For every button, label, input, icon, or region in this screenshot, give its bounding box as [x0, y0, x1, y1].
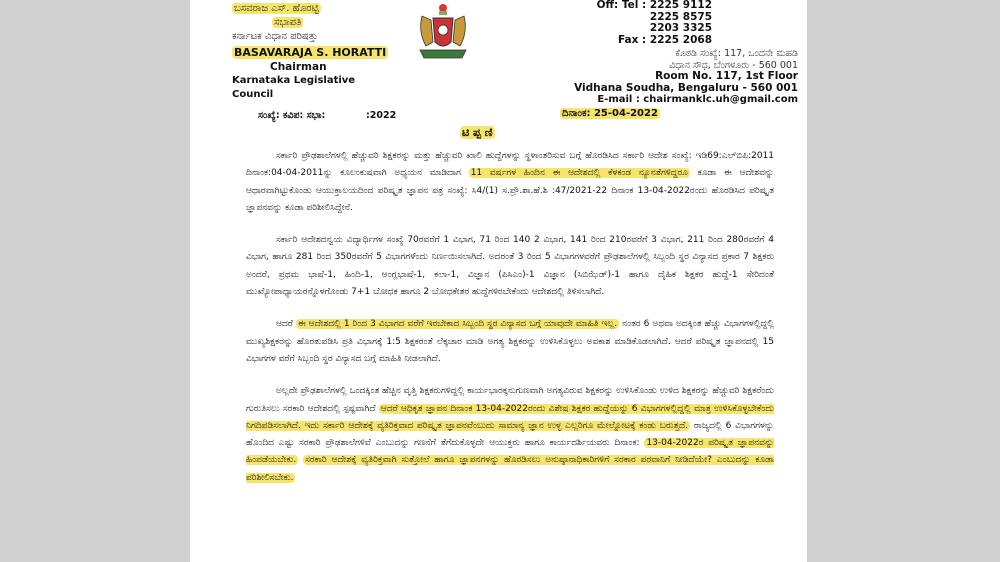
paragraph-4: ಅಲ್ಲದೇ ಪ್ರೌಢಶಾಲೆಗಳಲ್ಲಿ ಒಂದಕ್ಕಿಂತ ಹೆಚ್ಚಿನ ವೃತ್ತಿ ಶಿಕ್ಷಕರುಗಳಿದ್ದಲ್ಲಿ ಕಾರ್ಯಭಾರಕ್ಕನುಗುಣವಾಗಿ ಅಗತ್ಯವಿರುವ ಶಿಕ್ಷಕರನ್ನು ಉಳಿಸಿಕೊಂಡು ಉಳಿದ ಶಿಕ್ಷಕರನ್ನು ಹೆಚ್ಚುವರಿ ಶಿಕ್ಷಕರೆಂದು ಗುರುತಿಸಲು ಸರಕಾರಿ ಆದೇಶದಲ್ಲಿ ಸ್ಪಷ್ಟವಾಗಿದೆ ಆದರೆ ಆಧಿಕೃತ ಜ್ಞಾಪನ ದಿನಾಂಕ 13-04-2022ರಂದು ವಿಶೇಷ ಶಿಕ್ಷಕರ ಹುದ್ದೆಯನ್ನು 6 ವಿಭಾಗಗಳಲ್ಲಿದ್ದಲ್ಲಿ ಮಾತ್ರ ಉಳಿಸಿಕೊಳ್ಳಬೇಕೆಂದು ನಿಗದಿಪಡಿಸಲಾಗಿದೆ. ಇದು ಸರ್ಕಾರಿ ಆದೇಶಕ್ಕೆ ವ್ಯತಿರಿಕ್ತವಾದ ಪರಿಷ್ಕೃತ ಜ್ಞಾಪನವೆಂಬುದು ಸಾಮಾನ್ಯ ಜ್ಞಾನ ಉಳ್ಳ ಎಲ್ಲರಿಗೂ ಮೇಲ್ನೋಟಕ್ಕೆ ಕಂಡು ಬರುತ್ತದೆ. ರಾಜ್ಯದಲ್ಲಿ 6 ವಿಭಾಗಗಳನ್ನು ಹೊಂದಿದ ಎಷ್ಟು ಸರಕಾರಿ ಪ್ರೌಢಶಾಲೆಗಳಿವೆ ಎಂಬುದನ್ನು ಗಣನೆಗೆ ತೆಗೆದುಕೊಳ್ಳದೇ ಆಯುಕ್ತರು ಹಾಗೂ ಕಾರ್ಯದರ್ಶಿಯವರು ದಿನಾಂಕ: 13-04-2022ರ ಪರಿಷ್ಕೃತ ಜ್ಞಾಪನವನ್ನು ಹಿಂಪಡೆಯಬೇಕು. ಸರಕಾರಿ ಆದೇಶಕ್ಕೆ ವ್ಯತಿರಿಕ್ತವಾಗಿ ಸುತ್ತೋಲೆ ಹಾಗೂ ಜ್ಞಾಪನಗಳನ್ನು ಹೊರಡಿಸಲು ಅನುಷ್ಠಾನಾಧಿಕಾರಿಗಳಿಗೆ ಸರಕಾರ ಪರವಾನಿಗೆ ನೀಡಿದೆಯೇ? ಎಂಬುದನ್ನು ಕೂಡಾ ಪರಿಶೀಲಿಸಬೇಕು.	[246, 386, 774, 483]
address-kannada: ವಿಧಾನ ಸೌಧ, ಬೆಂಗಳೂರು - 560 001	[669, 59, 798, 71]
reference-year: :2022	[366, 110, 397, 121]
paragraph-1: ಸರ್ಕಾರಿ ಪ್ರೌಢಶಾಲೆಗಳಲ್ಲಿ ಹೆಚ್ಚುವರಿ ಶಿಕ್ಷಕರನ್ನು ಮತ್ತು ಹೆಚ್ಚುವರಿ ಖಾಲಿ ಹುದ್ದೆಗಳನ್ನು ಸ್ಥಳಾಂತರಿಸುವ ಬಗ್ಗೆ ಹೊರಡಿಸಿದ ಸರ್ಕಾರಿ ಆದೇಶ ಸಂಖ್ಯೆ: ಇಡಿ69:ಎಲ್‌ಬಿಪಿ:2011 ದಿನಾಂಕ:04-04-2011ನ್ನು ಕೂಲಂಕುಷವಾಗಿ ಅಧ್ಯಯನ ಮಾಡಿದಾಗ 11 ವರ್ಷಗಳ ಹಿಂದಿನ ಈ ಆದೇಶದಲ್ಲಿ ಕೆಳಕಂಡ ನ್ಯೂನತೆಗಳಿದ್ದರೂ ಕೂಡಾ ಈ ಆದೇಶವನ್ನು ಆಧಾರವಾಗಿಟ್ಟುಕೊಂಡು ಆಯುಕ್ತಾಲಯದಿಂದ ಪರಿಷ್ಕೃತ ಜ್ಞಾಪನ ಪತ್ರ ಸಂಖ್ಯೆ: ಸಿ4/(1) ಸ.ಪ್ರೌ.ಶಾ.ಹೆ.ಶಿ :47/2021-22 ದಿನಾಂಕ 13-04-2022ರಂದು ಹೊರಡಿಸಿದ ಪರಿಷ್ಕೃತ ಜ್ಞಾಪನವನ್ನು ಕೂಡಾ ಪರಿಶೀಲಿಸಿದ್ದೇನೆ.	[246, 151, 774, 213]
note-title: ಟಿ ಪ್ಪ ಣಿ	[462, 126, 493, 139]
role-english: Chairman	[270, 61, 327, 73]
org-kannada: ಕರ್ನಾಟಕ ವಿಧಾನ ಪರಿಷತ್ತು	[232, 31, 318, 42]
paragraph-2: ಸರ್ಕಾರಿ ಆದೇಶದನ್ವಯ ವಿದ್ಯಾರ್ಥಿಗಳ ಸಂಖ್ಯೆ 70ರವರೆಗೆ 1 ವಿಭಾಗ, 71 ರಿಂದ 140 2 ವಿಭಾಗ, 141 ರಿಂದ 210ರವರೆಗೆ 3 ವಿಭಾಗ, 211 ರಿಂದ 280ರವರೆಗೆ 4 ವಿಭಾಗ, ಹಾಗೂ 281 ರಿಂದ 350ರವರೆಗೆ 5 ವಿಭಾಗಗಳೆಂದು ನಿರ್ಣಯಿಸಲಾಗಿದೆ. ಅದರಂತೆ 3 ರಿಂದ 5 ವಿಭಾಗಗಳವರೆಗೆ ಪ್ರೌಢಶಾಲೆಗಳಲ್ಲಿ ಸಿಬ್ಬಂದಿ ಸ್ಥರ ವಿನ್ಯಾಸದ ಪ್ರಕಾರ 7 ಶಿಕ್ಷಕರು ಅಂದರೆ, ಪ್ರಥಮ ಭಾಷೆ-1, ಹಿಂದಿ-1, ಆಂಗ್ಲಭಾಷೆ-1, ಕಲಾ-1, ವಿಜ್ಞಾನ (ಪಿಸಿಎಂ)-1 ವಿಜ್ಞಾನ (ಸಿಬಿಝೆಡ್)-1 ಹಾಗೂ ದೈಹಿಕ ಶಿಕ್ಷಕರ ಹುದ್ದೆ-1 ಸೇರಿದಂತೆ ಮುಖ್ಯೋಪಾಧ್ಯಾಯರನ್ನೊಳಗೊಂಡು 7+1 ಬೋಧಕ ಹಾಗೂ 2 ಬೋಧಕೇತರ ಹುದ್ದೆಗಳಿರಬೇಕೆಂದು ಆದೇಶದಲ್ಲಿ ತಿಳಿಸಲಾಗಿದೆ.	[246, 235, 774, 298]
name-kannada: ಬಸವರಾಜ ಎಸ್. ಹೊರಟ್ಟಿ	[234, 3, 319, 14]
room-kannada: ಕೊಠಡಿ ಸಂಖ್ಯೆ: 117, ಒಂದನೇ ಮಹಡಿ	[675, 48, 798, 59]
letter-body	[246, 148, 774, 502]
reference-number: ಸಂಖ್ಯೆ: ಕವಿಪ: ಸಭಾ:	[258, 110, 326, 121]
letter-page	[190, 0, 807, 562]
letter-date: ದಿನಾಂಕ: 25-04-2022	[562, 108, 658, 119]
email-address: E-mail : chairmanklc.uh@gmail.com	[597, 94, 798, 105]
room-english: Room No. 117, 1st Floor	[655, 70, 798, 82]
org-english: Karnataka Legislative Council	[232, 75, 356, 100]
state-emblem-icon	[416, 2, 470, 62]
paragraph-3: ಆದರೆ ಈ ಆದೇಶದಲ್ಲಿ 1 ರಿಂದ 3 ವಿಭಾಗದ ವರೆಗೆ ಇರಬೇಕಾದ ಸಿಬ್ಬಂದಿ ಸ್ಥರ ವಿನ್ಯಾಸದ ಬಗ್ಗೆ ಯಾವುದೇ ಮಾಹಿತಿ ಇಲ್ಲ. ನಂತರ 6 ಅಥವಾ ಅದಕ್ಕಿಂತ ಹೆಚ್ಚು ವಿಭಾಗಗಳಲ್ಲಿದ್ದಲ್ಲಿ ಮುಖ್ಯಶಿಕ್ಷಕರನ್ನು ಹೊರತುಪಡಿಸಿ ಪ್ರತಿ ವಿಭಾಗಕ್ಕೆ 1:5 ಶಿಕ್ಷಕರಂತೆ ಲೆಕ್ಕಚಾರ ಮಾಡಿ ಅಗತ್ಯ ಶಿಕ್ಷಕರನ್ನು ಉಳಿಸಿಕೊಳ್ಳಲು ಅವಕಾಶ ಮಾಡಿಕೊಡಲಾಗಿದೆ. ಆದರೆ ಪರಿಷ್ಕೃತ ಜ್ಞಾಪನದಲ್ಲಿ 15 ವಿಭಾಗಗಳ ವರೆಗೆ ಸಿಬ್ಬಂದಿ ಸ್ಥರ ವಿನ್ಯಾಸದ ಬಗ್ಗೆ ಮಾಹಿತಿ ನೀಡಲಾಗಿದೆ.	[246, 319, 774, 364]
address	[508, 48, 798, 106]
sender-block	[232, 2, 392, 102]
address-english: Vidhana Soudha, Bengaluru - 560 001	[574, 81, 798, 94]
role-kannada: ಸಭಾಪತಿ	[274, 17, 302, 28]
name-english: BASAVARAJA S. HORATTI	[234, 46, 387, 59]
phone-numbers: Off: Tel : 2225 9112 2225 8575 2203 3325 Fax : 2225 2068	[596, 0, 712, 46]
